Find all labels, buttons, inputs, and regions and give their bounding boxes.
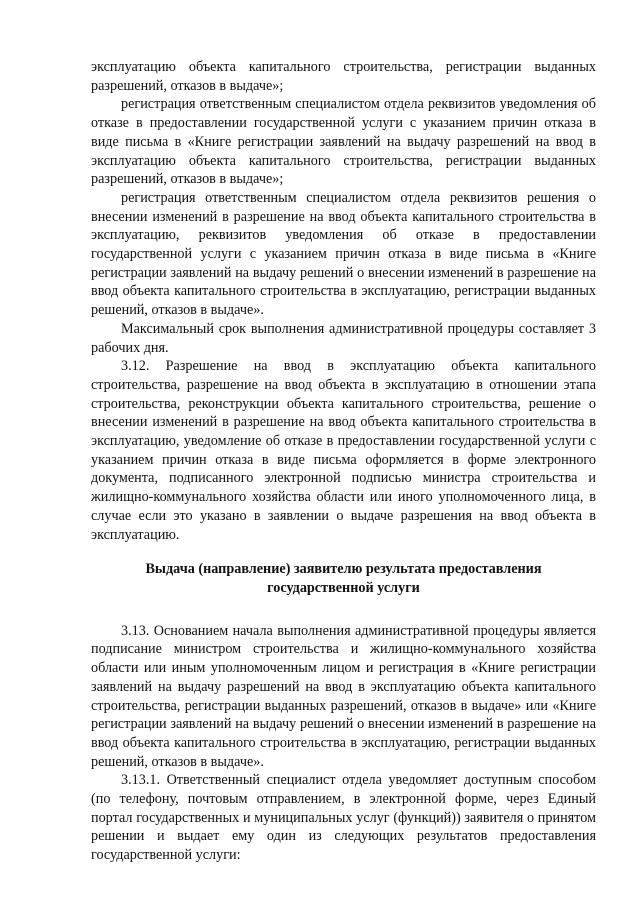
paragraph-3-13: 3.13. Основанием начала выполнения административной процедуры является подписание министром строительства и жилищно-коммунального хозяйства области или иным уполномоченным лицом и регистрация в «Книге регистрации заявлений на выдачу разрешений на ввод в эксплуатацию объекта капитального строительства, регистрации выданных разрешений, отказов в выдаче» или «Книге регистрации заявлений на выдачу решений о внесении изменений в разрешение на ввод объекта капитального строительства в эксплуатацию, регистрации выданных решений, отказов в выдаче». xyxy=(91,622,596,770)
paragraph-3-12: 3.12. Разрешение на ввод в эксплуатацию объекта капитального строительства, разрешение на ввод объекта в эксплуатацию в отношении этапа строительства, реконструкции объекта капитального строительства, решение о внесении изменений в разрешение на ввод объекта капитального строительства в эксплуатацию, уведомление об отказе в предоставлении государственной услуги с указанием причин отказа в виде письма оформляется в форме электронного документа, подписанного электронной подписью министра строительства и жилищно-коммунального хозяйства области или иного уполномоченного лица, в случае если это указано в заявлении о выдаче разрешения на ввод объекта в эксплуатацию. xyxy=(91,358,596,543)
paragraph-continuation: эксплуатацию объекта капитального строительства, регистрации выданных разрешений, отказов в выдаче»; xyxy=(91,59,596,94)
paragraph-registration-changes: регистрация ответственным специалистом отдела реквизитов решения о внесении изменений в разрешение на ввод объекта капитального строительства в эксплуатацию, реквизитов уведомления об отказе в предоставлении государственной услуги с указанием причин отказа в виде письма в «Книге регистрации заявлений на выдачу решений о внесении изменений в разрешение на ввод объекта капитального строительства в эксплуатацию, регистрации выданных решений, отказов в выдаче». xyxy=(91,189,596,319)
document-page xyxy=(91,58,596,865)
paragraph-registration-refusal: регистрация ответственным специалистом отдела реквизитов уведомления об отказе в предоставлении государственной услуги с указанием причин отказа в виде письма в «Книге регистрации заявлений на выдачу разрешений на ввод в эксплуатацию объекта капитального строительства, регистрации выданных разрешений, отказов в выдаче»; xyxy=(91,96,596,188)
paragraph-max-term: Максимальный срок выполнения административной процедуры составляет 3 рабочих дня. xyxy=(91,320,596,356)
paragraph-3-13-1: 3.13.1. Ответственный специалист отдела уведомляет доступным способом (по телефону, почтовым отправлением, в электронной форме, через Единый портал государственных и муниципальных услуг (функций)) заявителя о принятом решении и выдает ему один из следующих результатов предоставления государственной услуги: xyxy=(91,772,596,864)
section-heading: Выдача (направление) заявителю результата предоставления государственной услуги xyxy=(145,561,542,596)
